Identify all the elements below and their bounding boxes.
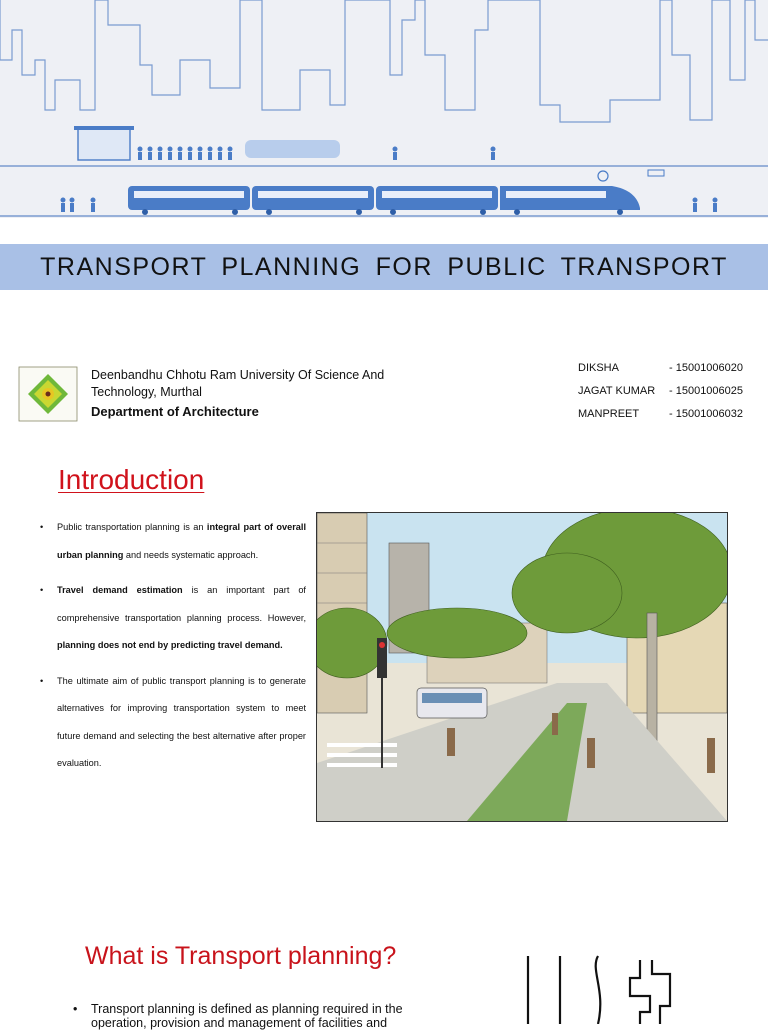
- university-seal-icon: [18, 366, 78, 422]
- department-name: Department of Architecture: [91, 404, 259, 419]
- student-id: - 15001006025: [669, 385, 744, 397]
- skyline-banner: [0, 0, 768, 218]
- student-row: [578, 383, 768, 406]
- what-is-bullets: [73, 1002, 453, 1030]
- institution-block: [91, 367, 421, 420]
- student-id: - 15001006032: [669, 408, 744, 420]
- text-run: The ultimate aim of public transport planning is to generate alternatives for improving transportation system to meet future demand and selecting the best alternative after proper evaluation.: [57, 675, 306, 768]
- introduction-bullets: [40, 514, 306, 786]
- university-name: Deenbandhu Chhotu Ram University Of Science And Technology, Murthal: [91, 368, 385, 399]
- bullet-item: • Transport planning is defined as planning required in the operation, provision and management of facilities and: [73, 1002, 453, 1030]
- page-title: TRANSPORT PLANNING FOR PUBLIC TRANSPORT: [40, 253, 728, 281]
- student-row: [578, 406, 768, 429]
- bullet-item: [40, 577, 306, 660]
- bullet-item: [40, 668, 306, 778]
- bold-text: Travel demand estimation: [57, 585, 183, 595]
- student-name: DIKSHA: [578, 362, 619, 374]
- text-run: Public transportation planning is an: [57, 522, 207, 532]
- student-row: [578, 360, 768, 383]
- text-run: and needs systematic approach.: [123, 549, 259, 560]
- street-tram-illustration: [316, 512, 728, 822]
- student-id: - 15001006020: [669, 362, 744, 374]
- bold-text: planning does not end by predicting travel demand.: [57, 640, 283, 650]
- student-name: MANPREET: [578, 408, 640, 420]
- title-band: [0, 244, 768, 290]
- what-is-heading: What is Transport planning?: [85, 942, 397, 970]
- bold-text: integral part of overall urban planning: [57, 522, 306, 560]
- student-list: [578, 360, 768, 429]
- bullet-item: [40, 514, 306, 569]
- introduction-heading: Introduction: [58, 464, 205, 495]
- city-transit-illustration: [0, 0, 768, 218]
- student-name: JAGAT KUMAR: [578, 385, 656, 397]
- transport-lines-graphic: [520, 950, 690, 1024]
- text-run: is an important part of comprehensive transportation planning process. However,: [57, 585, 306, 623]
